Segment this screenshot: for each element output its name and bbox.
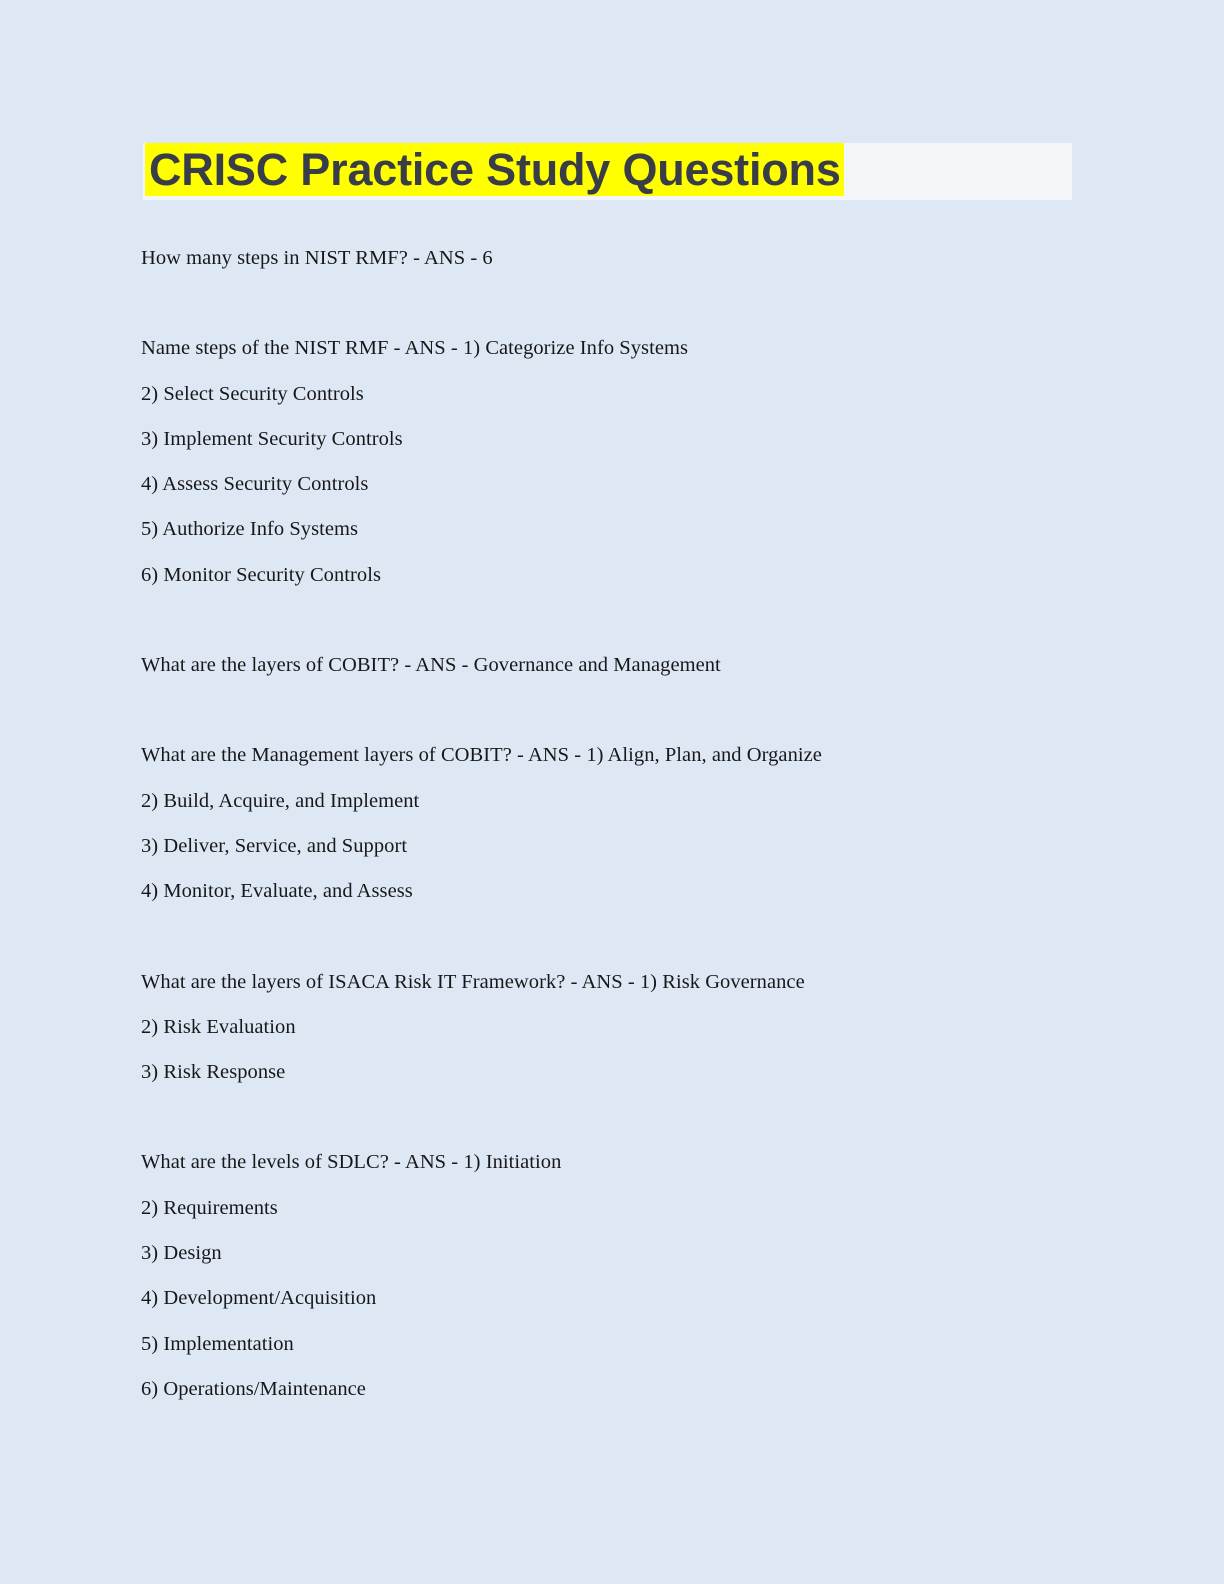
qa-question-line: How many steps in NIST RMF? - ANS - 6 xyxy=(141,247,493,269)
qa-block xyxy=(141,643,1141,688)
qa-question-line: What are the Management layers of COBIT? - ANS - 1) Align, Plan, and Organize xyxy=(141,744,822,767)
qa-block xyxy=(141,733,1141,914)
qa-answer-line: 3) Deliver, Service, and Support xyxy=(141,834,408,857)
qa-answer-line: 2) Select Security Controls xyxy=(141,382,364,405)
qa-block xyxy=(141,960,1141,1096)
qa-block xyxy=(141,1140,1141,1412)
qa-answer-line: 4) Development/Acquisition xyxy=(141,1287,377,1310)
qa-answer-line: 6) Operations/Maintenance xyxy=(141,1377,366,1400)
qa-answer-line: 3) Risk Response xyxy=(141,1061,286,1084)
qa-question-line: Name steps of the NIST RMF - ANS - 1) Categorize Info Systems xyxy=(141,337,688,360)
document-body xyxy=(141,236,1141,1412)
qa-question-line: What are the levels of SDLC? - ANS - 1) Initiation xyxy=(141,1151,562,1174)
title-highlight xyxy=(145,143,844,196)
qa-answer-line: 4) Monitor, Evaluate, and Assess xyxy=(141,880,413,903)
qa-block xyxy=(141,236,1141,281)
title-banner xyxy=(143,143,1072,200)
page-title: CRISC Practice Study Questions xyxy=(149,144,841,195)
qa-answer-line: 2) Risk Evaluation xyxy=(141,1015,296,1038)
qa-answer-line: 5) Implementation xyxy=(141,1332,294,1355)
qa-answer-line: 2) Build, Acquire, and Implement xyxy=(141,789,420,812)
qa-answer-line: 2) Requirements xyxy=(141,1196,278,1219)
qa-answer-line: 3) Design xyxy=(141,1242,222,1265)
qa-question-line: What are the layers of ISACA Risk IT Framework? - ANS - 1) Risk Governance xyxy=(141,970,805,993)
qa-answer-line: 4) Assess Security Controls xyxy=(141,473,369,496)
qa-block xyxy=(141,326,1141,598)
qa-answer-line: 6) Monitor Security Controls xyxy=(141,563,381,586)
qa-answer-line: 3) Implement Security Controls xyxy=(141,427,403,450)
qa-question-line: What are the layers of COBIT? - ANS - Governance and Management xyxy=(141,654,721,677)
qa-answer-line: 5) Authorize Info Systems xyxy=(141,518,359,541)
